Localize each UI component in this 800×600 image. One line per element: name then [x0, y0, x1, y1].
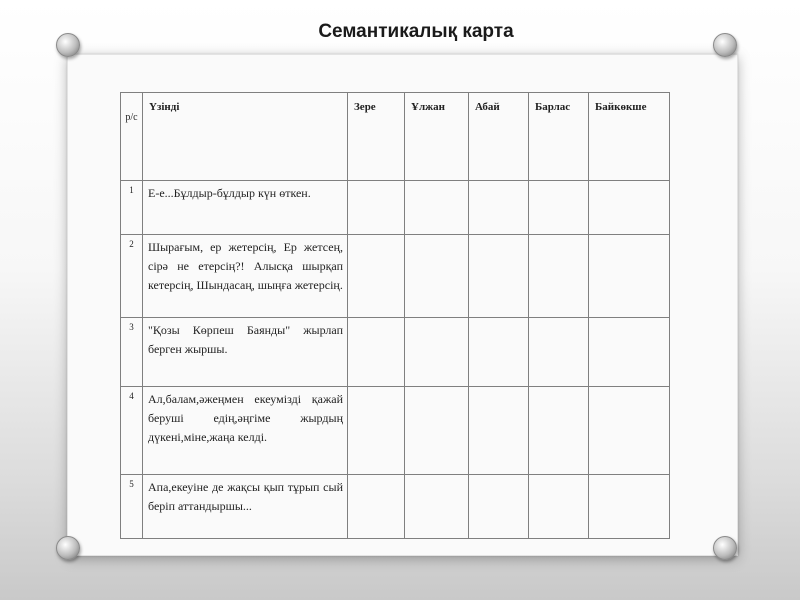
table-row [121, 318, 670, 387]
empty-cell [469, 387, 529, 475]
empty-cell [589, 387, 670, 475]
row-number: 1 [121, 181, 143, 235]
empty-cell [348, 235, 405, 318]
row-excerpt: Апа,екеуіне де жақсы қып тұрып сый беріп аттандыршы... [143, 475, 348, 539]
row-number: 3 [121, 318, 143, 387]
page-title: Семантикалық карта [318, 21, 514, 42]
header-name: Байкөкше [589, 93, 670, 181]
empty-cell [405, 475, 469, 539]
row-number: 4 [121, 387, 143, 475]
empty-cell [469, 235, 529, 318]
empty-cell [348, 475, 405, 539]
header-name: Зере [348, 93, 405, 181]
empty-cell [589, 235, 670, 318]
row-number: 5 [121, 475, 143, 539]
table-row [121, 235, 670, 318]
empty-cell [405, 318, 469, 387]
row-excerpt: Е-е...Бұлдыр-бұлдыр күн өткен. [143, 181, 348, 235]
empty-cell [589, 318, 670, 387]
empty-cell [405, 235, 469, 318]
header-row [121, 93, 670, 181]
empty-cell [405, 181, 469, 235]
empty-cell [348, 181, 405, 235]
semantic-map-table [120, 92, 670, 539]
row-excerpt: "Қозы Көрпеш Баянды" жырлап берген жыршы. [143, 318, 348, 387]
header-excerpt: Үзінді [143, 93, 348, 181]
row-number: 2 [121, 235, 143, 318]
pushpin-icon [713, 536, 737, 560]
empty-cell [469, 318, 529, 387]
empty-cell [529, 318, 589, 387]
empty-cell [469, 475, 529, 539]
empty-cell [529, 235, 589, 318]
empty-cell [348, 318, 405, 387]
empty-cell [529, 181, 589, 235]
header-name: Барлас [529, 93, 589, 181]
empty-cell [348, 387, 405, 475]
empty-cell [405, 387, 469, 475]
empty-cell [469, 181, 529, 235]
row-excerpt: Ал,балам,әжеңмен екеумізді қажай беруші едің,әңгіме жырдың дүкені,міне,жаңа келді. [143, 387, 348, 475]
table-row [121, 475, 670, 539]
empty-cell [589, 475, 670, 539]
empty-cell [529, 475, 589, 539]
table-row [121, 387, 670, 475]
header-name: Ұлжан [405, 93, 469, 181]
row-excerpt: Шырағым, ер жетерсің, Ер жетсең, сірә не етерсің?! Алысқа шырқап кетерсің, Шындасаң, шыңға жетерсің. [143, 235, 348, 318]
header-name: Абай [469, 93, 529, 181]
empty-cell [589, 181, 670, 235]
pushpin-icon [56, 536, 80, 560]
header-num: р/с [121, 93, 143, 181]
empty-cell [529, 387, 589, 475]
table-row [121, 181, 670, 235]
